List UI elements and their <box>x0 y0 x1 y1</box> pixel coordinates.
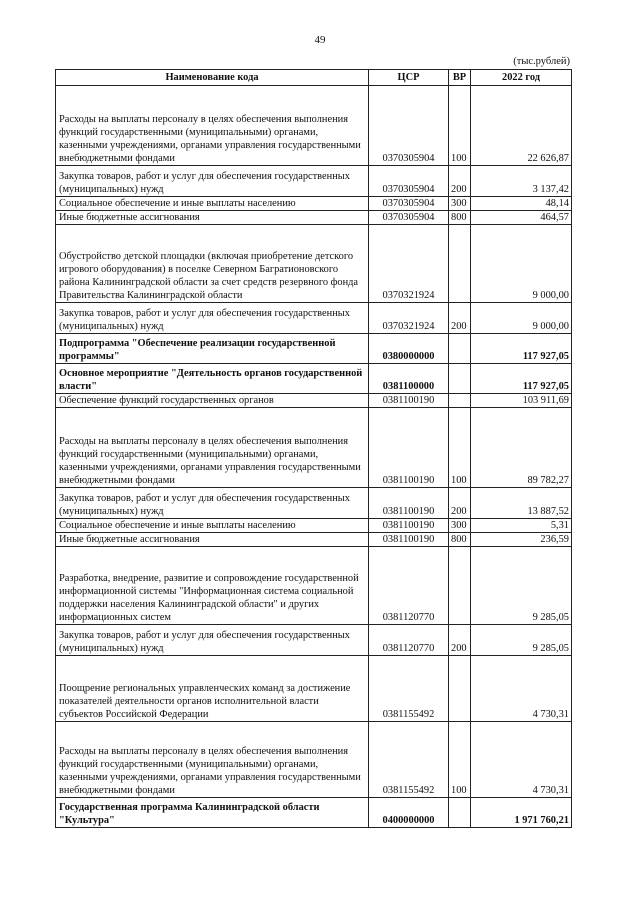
page-number: 49 <box>314 34 326 46</box>
row-csr-cell: 0381120770 <box>369 547 449 625</box>
table-body <box>56 86 572 828</box>
row-sum-cell: 9 000,00 <box>471 303 572 334</box>
row-name-cell: Иные бюджетные ассигнования <box>56 533 369 547</box>
row-name-cell: Обустройство детской площадки (включая приобретение детского игрового оборудования) в поселке Северном Багратионовского района Калининградской области за счет средств резервного фонда Правительства Калининградской области <box>56 225 369 303</box>
row-name-cell: Подпрограмма "Обеспечение реализации государственной программы" <box>56 334 369 364</box>
row-vr-cell: 200 <box>449 303 471 334</box>
table-row <box>56 334 572 364</box>
table-row <box>56 625 572 656</box>
table-row <box>56 364 572 394</box>
row-csr-cell: 0370305904 <box>369 166 449 197</box>
table-row <box>56 488 572 519</box>
row-csr-cell: 0381155492 <box>369 722 449 798</box>
row-name-cell: Иные бюджетные ассигнования <box>56 211 369 225</box>
table-row <box>56 225 572 303</box>
table-row <box>56 86 572 166</box>
row-sum-cell: 1 971 760,21 <box>471 798 572 828</box>
row-vr-cell: 100 <box>449 722 471 798</box>
row-vr-cell <box>449 225 471 303</box>
row-name-cell: Расходы на выплаты персоналу в целях обеспечения выполнения функций государственными (муниципальными) органами, казенными учреждениями, органами управления государственными внебюджетными фондами <box>56 86 369 166</box>
row-name-cell: Государственная программа Калининградской области "Культура" <box>56 798 369 828</box>
units-label: (тыс.рублей) <box>513 56 570 67</box>
row-csr-cell: 0370305904 <box>369 211 449 225</box>
table-row <box>56 533 572 547</box>
row-name-cell: Закупка товаров, работ и услуг для обеспечения государственных (муниципальных) нужд <box>56 166 369 197</box>
row-csr-cell: 0370305904 <box>369 86 449 166</box>
row-vr-cell <box>449 798 471 828</box>
row-sum-cell: 5,31 <box>471 519 572 533</box>
row-vr-cell: 200 <box>449 488 471 519</box>
row-csr-cell: 0370305904 <box>369 197 449 211</box>
row-sum-cell: 464,57 <box>471 211 572 225</box>
table-row <box>56 303 572 334</box>
row-csr-cell: 0400000000 <box>369 798 449 828</box>
row-sum-cell: 89 782,27 <box>471 408 572 488</box>
row-csr-cell: 0381120770 <box>369 625 449 656</box>
table-header-row <box>56 70 572 86</box>
row-vr-cell: 200 <box>449 625 471 656</box>
row-sum-cell: 3 137,42 <box>471 166 572 197</box>
row-sum-cell: 22 626,87 <box>471 86 572 166</box>
table-row <box>56 394 572 408</box>
table-row <box>56 211 572 225</box>
table-row <box>56 197 572 211</box>
table-row <box>56 166 572 197</box>
table-row <box>56 408 572 488</box>
row-vr-cell: 300 <box>449 197 471 211</box>
row-csr-cell: 0381100190 <box>369 488 449 519</box>
row-csr-cell: 0370321924 <box>369 303 449 334</box>
header-sum: 2022 год <box>471 70 572 86</box>
row-csr-cell: 0381100190 <box>369 533 449 547</box>
table-row <box>56 519 572 533</box>
row-csr-cell: 0381100190 <box>369 408 449 488</box>
row-name-cell: Закупка товаров, работ и услуг для обеспечения государственных (муниципальных) нужд <box>56 625 369 656</box>
row-csr-cell: 0381155492 <box>369 656 449 722</box>
row-sum-cell: 4 730,31 <box>471 722 572 798</box>
row-name-cell: Обеспечение функций государственных органов <box>56 394 369 408</box>
budget-table <box>55 69 572 828</box>
row-sum-cell: 9 285,05 <box>471 547 572 625</box>
row-sum-cell: 117 927,05 <box>471 334 572 364</box>
row-csr-cell: 0381100190 <box>369 519 449 533</box>
row-name-cell: Расходы на выплаты персоналу в целях обеспечения выполнения функций государственными (муниципальными) органами, казенными учреждениями, органами управления государственными внебюджетными фондами <box>56 722 369 798</box>
row-sum-cell: 9 000,00 <box>471 225 572 303</box>
row-sum-cell: 4 730,31 <box>471 656 572 722</box>
row-name-cell: Социальное обеспечение и иные выплаты населению <box>56 197 369 211</box>
row-vr-cell <box>449 394 471 408</box>
row-vr-cell <box>449 364 471 394</box>
row-sum-cell: 236,59 <box>471 533 572 547</box>
row-vr-cell: 100 <box>449 408 471 488</box>
row-csr-cell: 0380000000 <box>369 334 449 364</box>
row-csr-cell: 0381100000 <box>369 364 449 394</box>
row-sum-cell: 9 285,05 <box>471 625 572 656</box>
row-name-cell: Социальное обеспечение и иные выплаты населению <box>56 519 369 533</box>
row-vr-cell: 800 <box>449 533 471 547</box>
table-row <box>56 798 572 828</box>
row-name-cell: Разработка, внедрение, развитие и сопровождение государственной информационной системы "Информационная система социальной поддержки населения Калининградской области" и других информационных систем <box>56 547 369 625</box>
row-vr-cell <box>449 547 471 625</box>
row-csr-cell: 0381100190 <box>369 394 449 408</box>
header-csr: ЦСР <box>369 70 449 86</box>
row-vr-cell: 100 <box>449 86 471 166</box>
row-csr-cell: 0370321924 <box>369 225 449 303</box>
row-sum-cell: 48,14 <box>471 197 572 211</box>
row-sum-cell: 117 927,05 <box>471 364 572 394</box>
row-vr-cell <box>449 334 471 364</box>
row-vr-cell: 200 <box>449 166 471 197</box>
row-vr-cell <box>449 656 471 722</box>
table-row <box>56 722 572 798</box>
row-sum-cell: 103 911,69 <box>471 394 572 408</box>
row-name-cell: Расходы на выплаты персоналу в целях обеспечения выполнения функций государственными (муниципальными) органами, казенными учреждениями, органами управления государственными внебюджетными фондами <box>56 408 369 488</box>
row-sum-cell: 13 887,52 <box>471 488 572 519</box>
row-name-cell: Закупка товаров, работ и услуг для обеспечения государственных (муниципальных) нужд <box>56 303 369 334</box>
row-vr-cell: 800 <box>449 211 471 225</box>
table-row <box>56 547 572 625</box>
header-name: Наименование кода <box>56 70 369 86</box>
row-name-cell: Основное мероприятие "Деятельность органов государственной власти" <box>56 364 369 394</box>
row-name-cell: Закупка товаров, работ и услуг для обеспечения государственных (муниципальных) нужд <box>56 488 369 519</box>
row-name-cell: Поощрение региональных управленческих команд за достижение показателей деятельности органов исполнительной власти субъектов Российской Федерации <box>56 656 369 722</box>
table-row <box>56 656 572 722</box>
header-vr: ВР <box>449 70 471 86</box>
row-vr-cell: 300 <box>449 519 471 533</box>
